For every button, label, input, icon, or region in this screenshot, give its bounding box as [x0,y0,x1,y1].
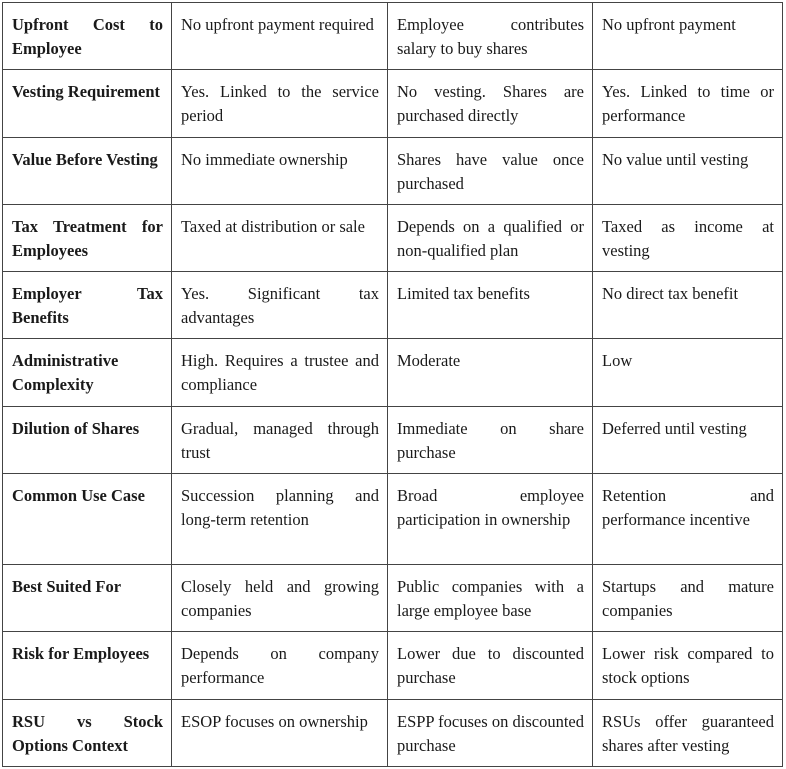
table-row-risk-for-employees [3,632,783,700]
row-label: Employer Tax Benefits [3,272,172,339]
table-cell: RSUs offer guaranteed shares after vesting [593,700,783,767]
table-cell: High. Requires a trustee and compliance [172,339,388,407]
table-cell: Taxed at distribution or sale [172,205,388,272]
table-row-administrative-complexity [3,339,783,407]
table-row-employer-tax-benefits [3,272,783,339]
table-cell: No direct tax benefit [593,272,783,339]
table-row-dilution-of-shares [3,407,783,474]
row-label: Common Use Case [3,474,172,565]
table-cell: Depends on company performance [172,632,388,700]
table-cell: Gradual, managed through trust [172,407,388,474]
table-cell: Yes. Linked to the service period [172,70,388,138]
table-row-best-suited-for [3,565,783,632]
table-cell: ESPP focuses on discounted purchase [388,700,593,767]
table-cell: No upfront payment [593,3,783,70]
table-row-rsu-vs-stock-options [3,700,783,767]
table-cell: Lower due to discounted purchase [388,632,593,700]
row-label: Dilution of Shares [3,407,172,474]
table-cell: Yes. Significant tax advantages [172,272,388,339]
table-cell: Succession planning and long-term retention [172,474,388,565]
table-cell: Shares have value once purchased [388,138,593,205]
table-cell: Yes. Linked to time or performance [593,70,783,138]
table-cell: Retention and performance incentive [593,474,783,565]
table-cell: Employee contributes salary to buy shares [388,3,593,70]
table-cell: Immediate on share purchase [388,407,593,474]
table-cell: No value until vesting [593,138,783,205]
table-cell: Startups and mature companies [593,565,783,632]
comparison-table [2,2,783,767]
row-label: Upfront Cost to Employee [3,3,172,70]
table-cell: Broad employee participation in ownership [388,474,593,565]
table-row-upfront-cost [3,3,783,70]
table-cell: No vesting. Shares are purchased directly [388,70,593,138]
table-cell: Lower risk compared to stock options [593,632,783,700]
row-label: RSU vs Stock Options Context [3,700,172,767]
table-cell: Deferred until vesting [593,407,783,474]
table-cell: Moderate [388,339,593,407]
table-cell: Limited tax benefits [388,272,593,339]
row-label: Vesting Requirement [3,70,172,138]
table-cell: No upfront payment required [172,3,388,70]
table-cell: Depends on a qualified or non-qualified plan [388,205,593,272]
table-cell: Public companies with a large employee base [388,565,593,632]
table-row-vesting-requirement [3,70,783,138]
table-cell: Closely held and growing companies [172,565,388,632]
row-label: Tax Treatment for Employees [3,205,172,272]
table-row-tax-treatment [3,205,783,272]
row-label: Value Before Vesting [3,138,172,205]
table-row-common-use-case [3,474,783,565]
row-label: Administrative Complexity [3,339,172,407]
table-cell: Taxed as income at vesting [593,205,783,272]
table-row-value-before-vesting [3,138,783,205]
row-label: Best Suited For [3,565,172,632]
table-cell: ESOP focuses on ownership [172,700,388,767]
row-label: Risk for Employees [3,632,172,700]
table-cell: Low [593,339,783,407]
table-cell: No immediate ownership [172,138,388,205]
